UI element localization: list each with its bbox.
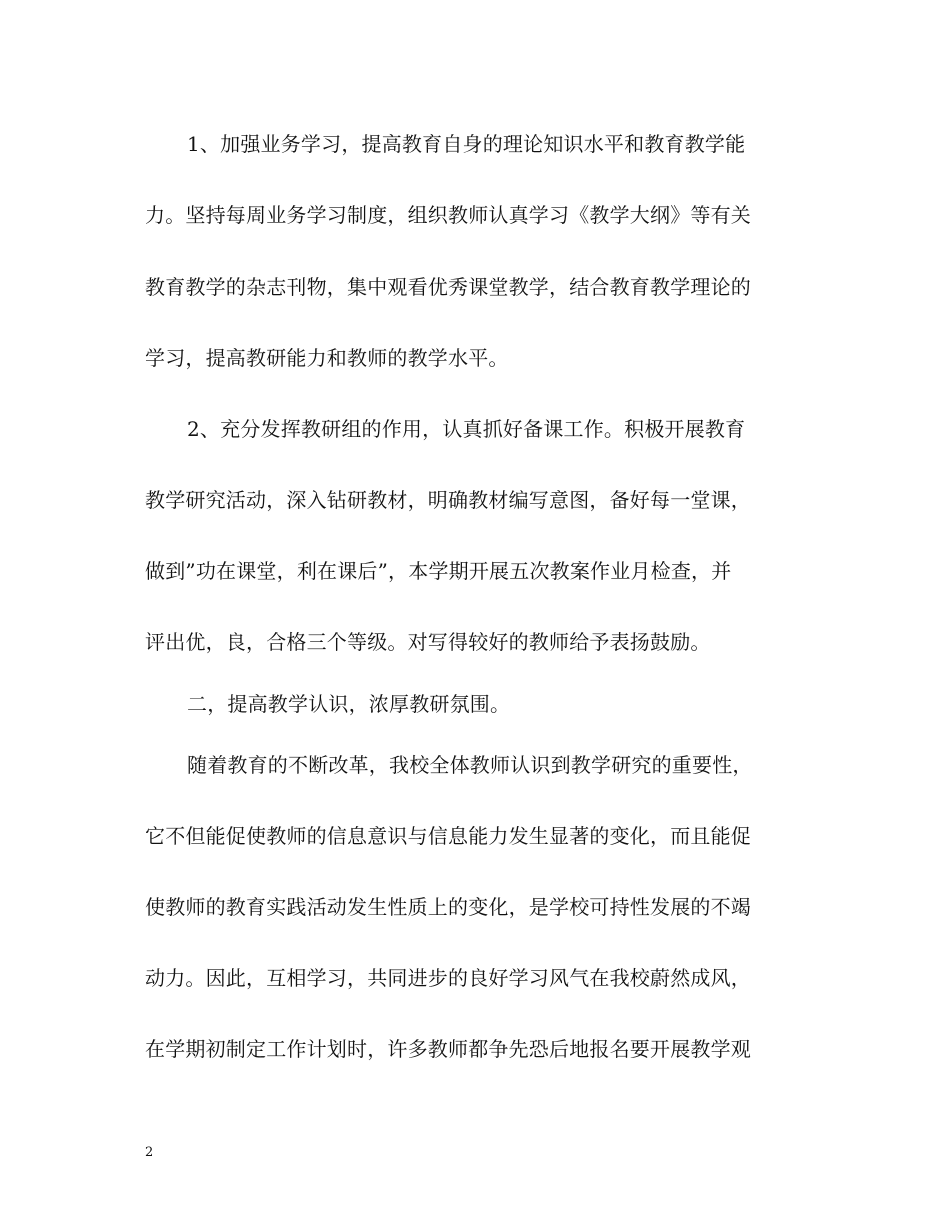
paragraph-line: 学习，提高教研能力和教师的教学水平。: [145, 346, 509, 370]
paragraph-line: 评出优，良，合格三个等级。对写得较好的教师给予表扬鼓励。: [145, 630, 711, 654]
page-number: 2: [145, 1145, 154, 1160]
section-heading: 二，提高教学认识，浓厚教研氛围。: [187, 692, 511, 716]
paragraph-line: 在学期初制定工作计划时，许多教师都争先恐后地报名要开展教学观: [145, 1037, 751, 1061]
paragraph-line: 动力。因此，互相学习，共同进步的良好学习风气在我校蔚然成风，: [145, 966, 751, 990]
paragraph-line: 使教师的教育实践活动发生性质上的变化，是学校可持性发展的不竭: [145, 895, 751, 919]
paragraph-line: 做到”功在课堂，利在课后”，本学期开展五次教案作业月检查，并: [145, 559, 732, 583]
paragraph-line: 教学研究活动，深入钻研教材，明确教材编写意图，备好每一堂课，: [145, 488, 751, 512]
paragraph-line: 1、加强业务学习，提高教育自身的理论知识水平和教育教学能: [187, 132, 746, 156]
paragraph-line: 随着教育的不断改革，我校全体教师认识到教学研究的重要性，: [187, 753, 753, 777]
paragraph-line: 2、充分发挥教研组的作用，认真抓好备课工作。积极开展教育: [187, 417, 746, 441]
paragraph-line: 力。坚持每周业务学习制度，组织教师认真学习《教学大纲》等有关: [145, 203, 751, 227]
paragraph-line: 它不但能促使教师的信息意识与信息能力发生显著的变化，而且能促: [145, 824, 751, 848]
paragraph-line: 教育教学的杂志刊物，集中观看优秀课堂教学，结合教育教学理论的: [145, 275, 751, 299]
